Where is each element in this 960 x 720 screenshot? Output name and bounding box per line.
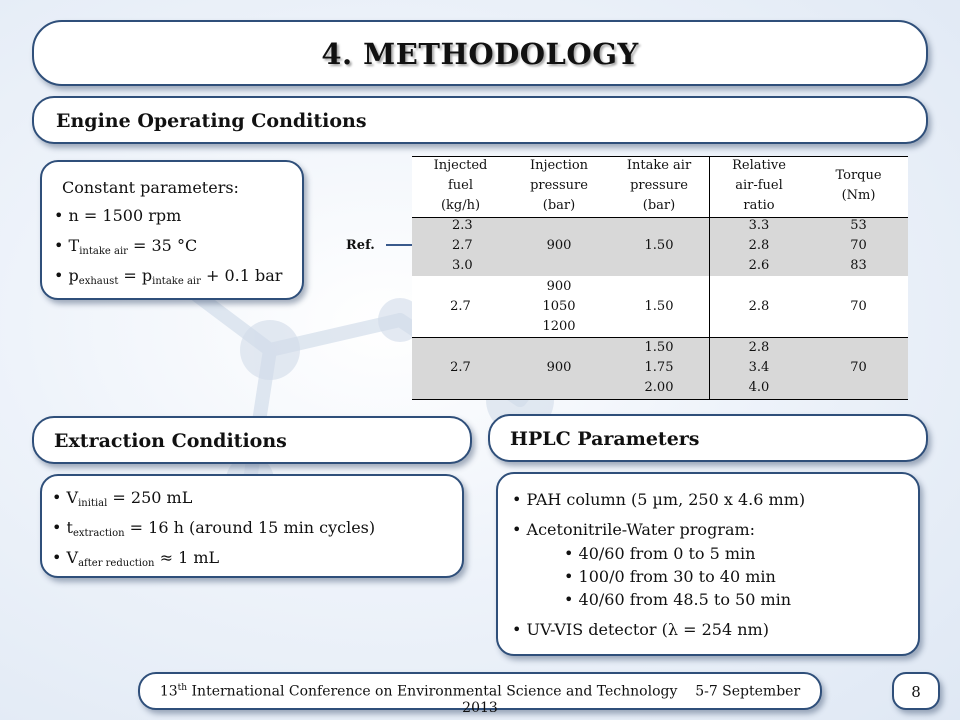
group1-fuel: 2.3 2.7 3.0 xyxy=(452,218,473,273)
footer-conference: 13th International Conference on Environmental Science and Technology 5-7 September 2013 xyxy=(159,683,801,716)
group3-ratio: 2.8 3.4 4.0 xyxy=(748,340,770,395)
slide-title: 4. METHODOLOGY xyxy=(321,37,639,71)
group2-torque: 70 xyxy=(850,299,867,314)
param-intake-temperature: • $T_{intake air} = 35$ °C xyxy=(54,236,198,257)
footer-dates: 5-7 September 2013 xyxy=(462,683,801,716)
group1-torque: 53 70 83 xyxy=(850,218,867,273)
operating-conditions-table xyxy=(412,156,908,399)
page-number-box xyxy=(892,672,940,710)
hplc-program: • Acetonitrile-Water program: xyxy=(512,520,756,539)
header-torque: Torque (Nm) xyxy=(835,168,882,203)
hplc-parameters-box xyxy=(496,472,920,656)
hplc-step: • 40/60 from 0 to 5 min xyxy=(564,544,756,563)
header-injection-pressure: Injection pressure (bar) xyxy=(529,158,589,213)
extraction-conditions-header xyxy=(32,416,472,464)
group1-injection: 900 xyxy=(546,238,572,253)
hplc-detector: • UV-VIS detector (λ = 254 nm) xyxy=(512,620,769,639)
group2-injection: 900 1050 1200 xyxy=(542,279,576,334)
group3-fuel: 2.7 xyxy=(450,360,471,375)
header-intake-air-pressure: Intake air pressure (bar) xyxy=(626,158,692,213)
constant-parameters-heading: Constant parameters: xyxy=(62,178,239,197)
hplc-parameters-header xyxy=(488,414,928,462)
hplc-step: • 40/60 from 48.5 to 50 min xyxy=(564,590,792,609)
group1-intake: 1.50 xyxy=(644,238,674,253)
group1-ratio: 3.3 2.8 2.6 xyxy=(748,218,770,273)
group2-intake: 1.50 xyxy=(644,299,674,314)
group3-torque: 70 xyxy=(850,360,867,375)
reference-label: Ref. xyxy=(346,238,375,253)
group3-injection: 900 xyxy=(546,360,572,375)
extraction-conditions-box xyxy=(40,474,464,578)
group2-fuel: 2.7 xyxy=(450,299,471,314)
extraction-time: • $t_{extraction} = 16$ h (around 15 min cycles) xyxy=(52,518,376,539)
engine-conditions-header xyxy=(32,96,928,144)
footer-bar xyxy=(138,672,822,716)
hplc-column: • PAH column (5 µm, 250 x 4.6 mm) xyxy=(512,490,806,509)
param-speed: • n = 1500 rpm xyxy=(54,206,182,225)
title-bar xyxy=(32,20,928,86)
param-exhaust-pressure: • $p_{exhaust} = p_{intake air} + 0.1$ bar xyxy=(54,266,283,287)
extraction-initial-volume: • $V_{initial} = 250$ mL xyxy=(52,488,193,509)
group3-intake: 1.50 1.75 2.00 xyxy=(644,340,674,395)
header-injected-fuel: Injected fuel (kg/h) xyxy=(433,158,488,213)
group2-ratio: 2.8 xyxy=(748,299,770,314)
hplc-step: • 100/0 from 30 to 40 min xyxy=(564,567,776,586)
page-number: 8 xyxy=(911,683,921,701)
header-relative-air-fuel-ratio: Relative air-fuel ratio xyxy=(732,158,786,213)
hplc-parameters-title: HPLC Parameters xyxy=(510,428,700,450)
extraction-final-volume: • $V_{after reduction} \approx 1$ mL xyxy=(52,548,220,569)
constant-parameters-box xyxy=(40,160,304,300)
extraction-conditions-title: Extraction Conditions xyxy=(54,430,287,452)
engine-conditions-title: Engine Operating Conditions xyxy=(56,110,367,132)
